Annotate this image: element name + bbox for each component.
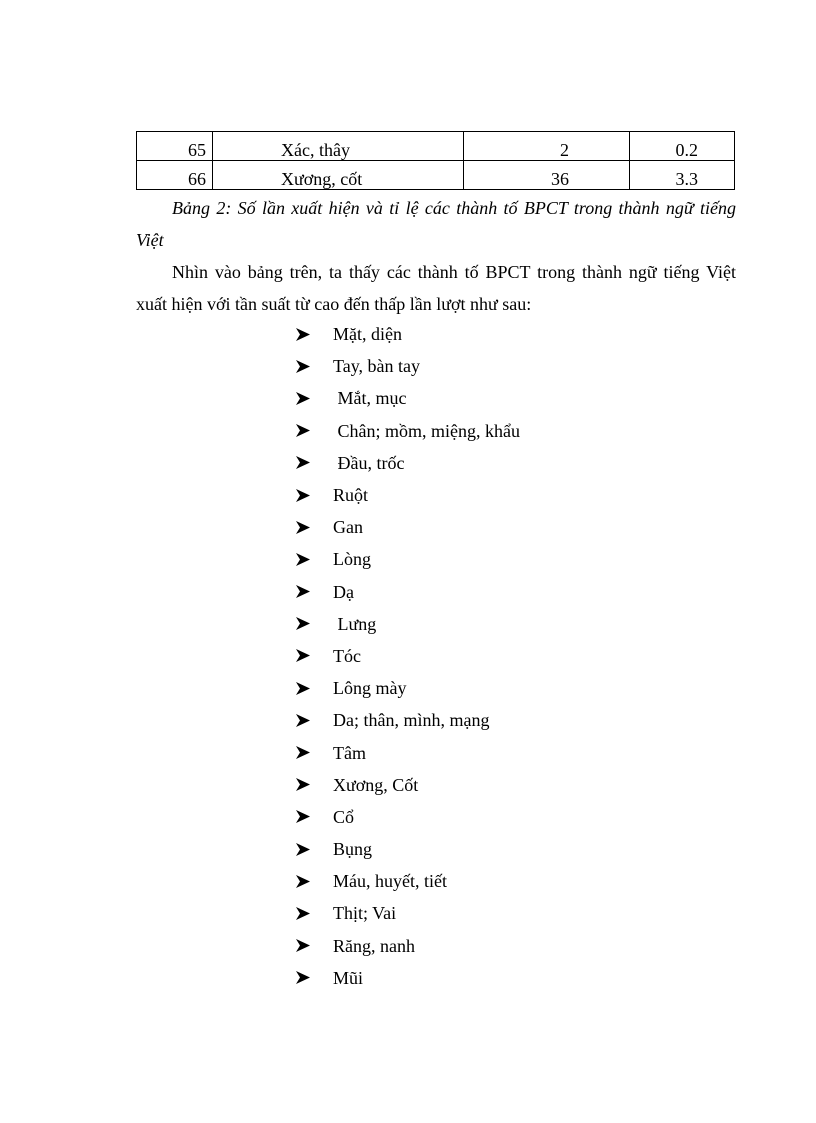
list-item	[296, 736, 520, 768]
list-item	[296, 447, 520, 479]
arrowhead-bullet-icon	[296, 585, 333, 598]
list-item	[296, 704, 520, 736]
list-item	[296, 865, 520, 897]
list-item-label: Tay, bàn tay	[333, 356, 421, 377]
list-item-label: Ruột	[333, 485, 369, 506]
list-item	[296, 769, 520, 801]
list-item	[296, 543, 520, 575]
list-item	[296, 962, 520, 994]
body-part-name: Xác, thây	[213, 132, 464, 161]
list-item	[296, 511, 520, 543]
list-item	[296, 930, 520, 962]
list-item-label: Bụng	[333, 839, 373, 860]
arrowhead-bullet-icon	[296, 456, 333, 469]
arrowhead-bullet-icon	[296, 392, 333, 405]
arrowhead-bullet-icon	[296, 746, 333, 759]
body-part-name: Xương, cốt	[213, 161, 464, 190]
list-item-label: Tóc	[333, 645, 361, 666]
arrowhead-bullet-icon	[296, 778, 333, 791]
arrowhead-bullet-icon	[296, 971, 333, 984]
list-item	[296, 640, 520, 672]
arrowhead-bullet-icon	[296, 907, 333, 920]
arrowhead-bullet-icon	[296, 521, 333, 534]
percentage: 0.2	[630, 132, 735, 161]
list-item	[296, 608, 520, 640]
list-item	[296, 415, 520, 447]
arrowhead-bullet-icon	[296, 328, 333, 341]
arrowhead-bullet-icon	[296, 843, 333, 856]
list-item-label: Chân; mồm, miệng, khẩu	[333, 420, 520, 441]
list-item-label: Lòng	[333, 549, 371, 570]
row-number: 66	[137, 161, 213, 190]
arrowhead-bullet-icon	[296, 489, 333, 502]
list-item-label: Mũi	[333, 967, 364, 988]
table-row	[137, 161, 735, 190]
list-item-label: Máu, huyết, tiết	[333, 871, 447, 892]
list-item-label: Da; thân, mình, mạng	[333, 710, 490, 731]
arrowhead-bullet-icon	[296, 553, 333, 566]
list-item-label: Đầu, trốc	[333, 452, 405, 473]
frequency-table	[136, 131, 735, 190]
arrowhead-bullet-icon	[296, 810, 333, 823]
list-item	[296, 382, 520, 414]
list-item	[296, 897, 520, 929]
occurrence-count: 2	[464, 132, 630, 161]
list-item	[296, 801, 520, 833]
list-item-label: Xương, Cốt	[333, 774, 419, 795]
list-item-label: Cổ	[333, 806, 355, 827]
list-item-label: Lông mày	[333, 678, 407, 699]
table-caption: Bảng 2: Số lần xuất hiện và tỉ lệ các thành tố BPCT trong thành ngữ tiếng Việt	[136, 198, 736, 250]
list-item-label: Mắt, mục	[333, 388, 407, 409]
table-row	[137, 132, 735, 161]
list-item-label: Thịt; Vai	[333, 903, 397, 924]
frequency-list	[296, 318, 520, 994]
arrowhead-bullet-icon	[296, 939, 333, 952]
list-item	[296, 672, 520, 704]
arrowhead-bullet-icon	[296, 649, 333, 662]
list-item-label: Lưng	[333, 613, 377, 634]
row-number: 65	[137, 132, 213, 161]
arrowhead-bullet-icon	[296, 424, 333, 437]
arrowhead-bullet-icon	[296, 360, 333, 373]
list-item-label: Mặt, diện	[333, 324, 402, 345]
list-item-label: Dạ	[333, 581, 354, 602]
arrowhead-bullet-icon	[296, 714, 333, 727]
list-item	[296, 318, 520, 350]
percentage: 3.3	[630, 161, 735, 190]
list-item-label: Gan	[333, 517, 363, 538]
list-item	[296, 350, 520, 382]
body-paragraph: Nhìn vào bảng trên, ta thấy các thành tố BPCT trong thành ngữ tiếng Việt xuất hiện với tần suất từ cao đến thấp lần lượt như sau:	[136, 262, 736, 314]
arrowhead-bullet-icon	[296, 682, 333, 695]
list-item	[296, 479, 520, 511]
list-item	[296, 833, 520, 865]
list-item	[296, 576, 520, 608]
arrowhead-bullet-icon	[296, 617, 333, 630]
occurrence-count: 36	[464, 161, 630, 190]
list-item-label: Răng, nanh	[333, 935, 415, 956]
arrowhead-bullet-icon	[296, 875, 333, 888]
list-item-label: Tâm	[333, 742, 366, 763]
